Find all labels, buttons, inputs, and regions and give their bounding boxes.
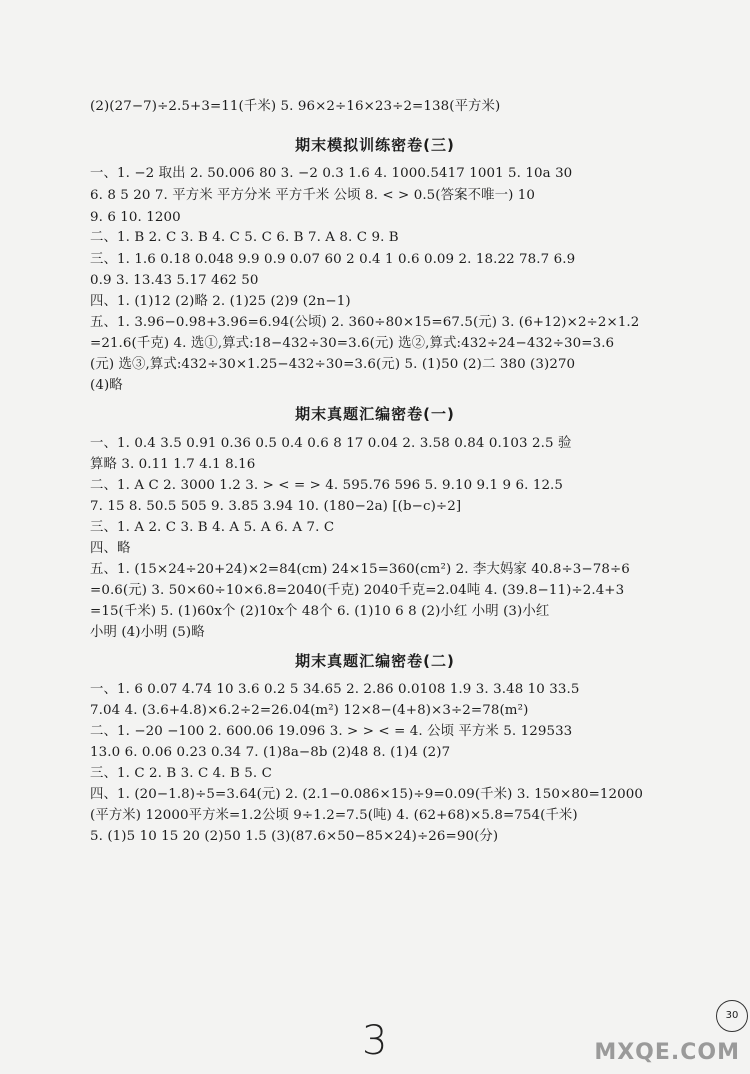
answer-line: =15(千米) 5. (1)60x个 (2)10x个 48个 6. (1)10 6 8 (2)小红 小明 (3)小红 bbox=[90, 604, 550, 619]
answer-line: 二、1. B 2. C 3. B 4. C 5. C 6. B 7. A 8. C 9. B bbox=[90, 230, 399, 245]
answer-line: 7. 15 8. 50.5 505 9. 3.85 3.94 10. (180−2a) [(b−c)÷2] bbox=[90, 499, 462, 514]
page-number: 30 bbox=[716, 1000, 748, 1032]
answer-line: 三、1. A 2. C 3. B 4. A 5. A 6. A 7. C bbox=[90, 520, 335, 535]
answer-line: 二、1. −20 −100 2. 600.06 19.096 3. > > < = 4. 公顷 平方米 5. 129533 bbox=[90, 724, 573, 739]
answer-line: 6. 8 5 20 7. 平方米 平方分米 平方千米 公顷 8. < > 0.5(答案不唯一) 10 bbox=[90, 188, 535, 203]
answer-line: 7.04 4. (3.6+4.8)×6.2÷2=26.04(m²) 12×8−(4+8)×3÷2=78(m²) bbox=[90, 703, 529, 718]
section-title-final-mock-3: 期末模拟训练密卷(三) bbox=[295, 136, 455, 154]
answer-line: (2)(27−7)÷2.5+3=11(千米) 5. 96×2÷16×23÷2=138(平方米) bbox=[90, 99, 501, 114]
answer-line: 0.9 3. 13.43 5.17 462 50 bbox=[90, 273, 259, 288]
answer-line: 四、1. (1)12 (2)略 2. (1)25 (2)9 (2n−1) bbox=[90, 294, 351, 309]
section-title-final-real-1: 期末真题汇编密卷(一) bbox=[295, 405, 455, 423]
answer-line: 三、1. 1.6 0.18 0.048 9.9 0.9 0.07 60 2 0.4 1 0.6 0.09 2. 18.22 78.7 6.9 bbox=[90, 252, 576, 267]
watermark: MXQE.COM bbox=[594, 1040, 740, 1065]
answer-line: 四、1. (20−1.8)÷5=3.64(元) 2. (2.1−0.086×15)÷9=0.09(千米) 3. 150×80=12000 bbox=[90, 787, 644, 802]
answer-line: 13.0 6. 0.06 0.23 0.34 7. (1)8a−8b (2)48 8. (1)4 (2)7 bbox=[90, 745, 451, 760]
answer-line: 五、1. 3.96−0.98+3.96=6.94(公顷) 2. 360÷80×15=67.5(元) 3. (6+12)×2÷2×1.2 bbox=[90, 315, 640, 330]
answer-line: 四、略 bbox=[90, 541, 131, 556]
answer-line: 二、1. A C 2. 3000 1.2 3. > < = > 4. 595.76 596 5. 9.10 9.1 9 6. 12.5 bbox=[90, 478, 564, 493]
answer-line: 一、1. 6 0.07 4.74 10 3.6 0.2 5 34.65 2. 2.86 0.0108 1.9 3. 3.48 10 33.5 bbox=[90, 682, 580, 697]
answer-line: 一、1. 0.4 3.5 0.91 0.36 0.5 0.4 0.6 8 17 0.04 2. 3.58 0.84 0.103 2.5 验 bbox=[90, 436, 572, 451]
answer-line: 五、1. (15×24÷20+24)×2=84(cm) 24×15=360(cm²) 2. 李大妈家 40.8÷3−78÷6 bbox=[90, 562, 630, 577]
answer-line: 5. (1)5 10 15 20 (2)50 1.5 (3)(87.6×50−85×24)÷26=90(分) bbox=[90, 829, 499, 844]
answer-line: 三、1. C 2. B 3. C 4. B 5. C bbox=[90, 766, 272, 781]
answer-line: (元) 选③,算式:432÷30×1.25−432÷30=3.6(元) 5. (1)50 (2)二 380 (3)270 bbox=[90, 357, 576, 372]
answer-line: 算略 3. 0.11 1.7 4.1 8.16 bbox=[90, 457, 256, 472]
answer-line: =0.6(元) 3. 50×60÷10×6.8=2040(千克) 2040千克=2.04吨 4. (39.8−11)÷2.4+3 bbox=[90, 583, 625, 598]
answer-line: (4)略 bbox=[90, 378, 123, 393]
answer-line: 9. 6 10. 1200 bbox=[90, 210, 181, 225]
answer-line: =21.6(千克) 4. 选①,算式:18−432÷30=3.6(元) 选②,算式:432÷24−432÷30=3.6 bbox=[90, 336, 615, 351]
answer-line: 小明 (4)小明 (5)略 bbox=[90, 625, 205, 640]
answer-line: 一、1. −2 取出 2. 50.006 80 3. −2 0.3 1.6 4. 1000.5417 1001 5. 10a 30 bbox=[90, 166, 573, 181]
section-title-final-real-2: 期末真题汇编密卷(二) bbox=[295, 652, 455, 670]
handwritten-mark: 3 bbox=[362, 1018, 388, 1064]
answer-line: (平方米) 12000平方米=1.2公顷 9÷1.2=7.5(吨) 4. (62+68)×5.8=754(千米) bbox=[90, 808, 578, 823]
